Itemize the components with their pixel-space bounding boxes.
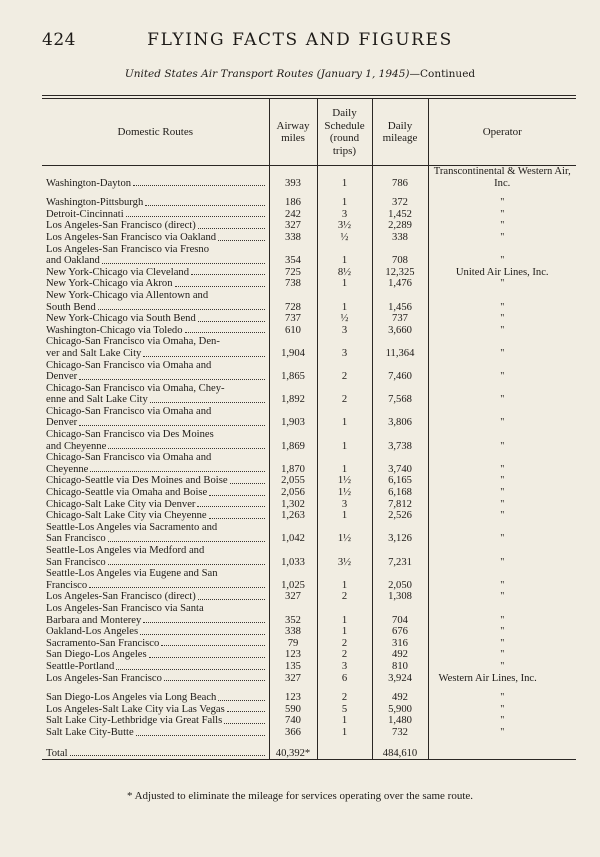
daily-schedule: 3 <box>317 325 372 337</box>
daily-schedule: 3 <box>317 499 372 511</box>
operator: " <box>428 603 576 626</box>
table-row <box>42 638 576 650</box>
daily-mileage: 3,660 <box>372 325 428 337</box>
route-cell <box>42 360 269 383</box>
daily-schedule: 1 <box>317 727 372 739</box>
route-name: Washington-Dayton <box>46 177 132 189</box>
route-name: New York-Chicago via Allentown and <box>46 289 209 301</box>
daily-schedule: 1 <box>317 626 372 638</box>
operator: " <box>428 568 576 591</box>
table-row <box>42 209 576 221</box>
route-cell <box>42 267 269 279</box>
route-name: San Francisco <box>46 556 106 568</box>
total-schedule <box>317 739 372 760</box>
daily-mileage: 2,289 <box>372 220 428 232</box>
daily-mileage: 704 <box>372 603 428 626</box>
route-cell <box>42 692 269 704</box>
table-row <box>42 313 576 325</box>
table-row <box>42 649 576 661</box>
route-name: Los Angeles-San Francisco via Fresno <box>46 243 209 255</box>
operator: " <box>428 638 576 650</box>
operator: Western Air Lines, Inc. <box>428 673 576 685</box>
airway-miles: 1,865 <box>269 360 317 383</box>
route-name: Francisco <box>46 579 88 591</box>
table-row <box>42 727 576 739</box>
table-row <box>42 406 576 429</box>
airway-miles: 1,904 <box>269 336 317 359</box>
route-name: Chicago-San Francisco via Des Moines <box>46 429 214 441</box>
daily-schedule: 2 <box>317 638 372 650</box>
route-name: Chicago-Seattle via Omaha and Boise <box>46 487 208 499</box>
table-row <box>42 715 576 727</box>
daily-mileage: 492 <box>372 649 428 661</box>
operator: " <box>428 591 576 603</box>
route-name: Chicago-San Francisco via Omaha and <box>46 405 212 417</box>
route-cell <box>42 290 269 313</box>
airway-miles: 327 <box>269 591 317 603</box>
airway-miles: 352 <box>269 603 317 626</box>
daily-mileage: 810 <box>372 661 428 673</box>
operator: " <box>428 278 576 290</box>
route-cell <box>42 545 269 568</box>
route-name: enne and Salt Lake City <box>46 394 148 406</box>
daily-mileage: 338 <box>372 232 428 244</box>
daily-mileage: 786 <box>372 166 428 190</box>
daily-mileage: 7,460 <box>372 360 428 383</box>
table-row <box>42 510 576 522</box>
total-label-cell <box>42 739 269 760</box>
route-cell <box>42 232 269 244</box>
table-row <box>42 429 576 452</box>
daily-mileage: 2,526 <box>372 510 428 522</box>
route-cell <box>42 487 269 499</box>
route-cell <box>42 638 269 650</box>
operator: " <box>428 232 576 244</box>
header-operator: Operator <box>428 99 576 166</box>
route-cell <box>42 499 269 511</box>
daily-mileage: 3,924 <box>372 673 428 685</box>
daily-mileage: 1,476 <box>372 278 428 290</box>
operator: " <box>428 383 576 406</box>
airway-miles: 737 <box>269 313 317 325</box>
route-name: Los Angeles-San Francisco (direct) <box>46 591 196 603</box>
daily-mileage: 5,900 <box>372 704 428 716</box>
table-row <box>42 452 576 475</box>
daily-mileage: 11,364 <box>372 336 428 359</box>
routes-table <box>42 99 576 760</box>
operator: " <box>428 325 576 337</box>
operator: " <box>428 487 576 499</box>
airway-miles: 1,903 <box>269 406 317 429</box>
table-row <box>42 232 576 244</box>
airway-miles: 242 <box>269 209 317 221</box>
daily-schedule: 6 <box>317 673 372 685</box>
route-name: Chicago-San Francisco via Omaha and <box>46 359 212 371</box>
daily-schedule: 3½ <box>317 220 372 232</box>
daily-mileage: 3,740 <box>372 452 428 475</box>
daily-mileage: 3,126 <box>372 522 428 545</box>
airway-miles: 327 <box>269 673 317 685</box>
operator: " <box>428 209 576 221</box>
operator: " <box>428 649 576 661</box>
route-cell <box>42 406 269 429</box>
route-name: and Oakland <box>46 255 100 267</box>
operator: " <box>428 510 576 522</box>
daily-mileage: 3,806 <box>372 406 428 429</box>
total-airway-miles: 40,392* <box>269 739 317 760</box>
operator: " <box>428 406 576 429</box>
daily-schedule: 1½ <box>317 487 372 499</box>
daily-mileage: 2,050 <box>372 568 428 591</box>
daily-schedule: ½ <box>317 232 372 244</box>
daily-schedule: 1 <box>317 406 372 429</box>
airway-miles: 590 <box>269 704 317 716</box>
footnote: * Adjusted to eliminate the mileage for services operating over the same route. <box>126 790 474 802</box>
airway-miles: 1,870 <box>269 452 317 475</box>
daily-schedule: 1 <box>317 510 372 522</box>
airway-miles: 725 <box>269 267 317 279</box>
route-name: Chicago-Salt Lake City via Denver <box>46 498 196 510</box>
row-spacer <box>42 684 576 692</box>
operator: " <box>428 429 576 452</box>
caption-title: United States Air Transport Routes (January 1, 1945) <box>124 68 410 80</box>
route-cell <box>42 510 269 522</box>
airway-miles: 728 <box>269 290 317 313</box>
daily-schedule: 2 <box>317 383 372 406</box>
route-cell <box>42 475 269 487</box>
route-name: Chicago-San Francisco via Omaha, Den- <box>46 336 220 348</box>
route-name: Chicago-San Francisco via Omaha, Chey- <box>46 382 225 394</box>
route-name: Seattle-Los Angeles via Eugene and San <box>46 568 218 580</box>
daily-schedule: 2 <box>317 360 372 383</box>
route-cell <box>42 452 269 475</box>
table-row <box>42 290 576 313</box>
route-name: Chicago-Salt Lake City via Cheyenne <box>46 510 207 522</box>
airway-miles: 2,056 <box>269 487 317 499</box>
table-row <box>42 673 576 685</box>
airway-miles: 1,042 <box>269 522 317 545</box>
route-name: Salt Lake City-Lethbridge via Great Falls <box>46 715 223 727</box>
route-cell <box>42 313 269 325</box>
daily-mileage: 7,568 <box>372 383 428 406</box>
airway-miles: 393 <box>269 166 317 190</box>
page-number: 424 <box>42 30 76 50</box>
operator: " <box>428 197 576 209</box>
route-cell <box>42 209 269 221</box>
daily-schedule: 1 <box>317 244 372 267</box>
route-cell <box>42 197 269 209</box>
operator: " <box>428 522 576 545</box>
table-row <box>42 220 576 232</box>
daily-mileage: 676 <box>372 626 428 638</box>
daily-schedule: 1 <box>317 429 372 452</box>
route-cell <box>42 727 269 739</box>
route-cell <box>42 661 269 673</box>
route-name: Seattle-Portland <box>46 660 115 672</box>
airway-miles: 610 <box>269 325 317 337</box>
airway-miles: 123 <box>269 692 317 704</box>
operator: " <box>428 704 576 716</box>
total-operator <box>428 739 576 760</box>
operator: " <box>428 715 576 727</box>
daily-mileage: 372 <box>372 197 428 209</box>
header-domestic-routes: Domestic Routes <box>42 99 269 166</box>
airway-miles: 2,055 <box>269 475 317 487</box>
airway-miles: 1,302 <box>269 499 317 511</box>
caption-continued: —Continued <box>409 68 476 80</box>
daily-mileage: 7,812 <box>372 499 428 511</box>
operator: " <box>428 360 576 383</box>
row-spacer <box>42 189 576 197</box>
table-row <box>42 166 576 190</box>
daily-schedule: 3 <box>317 209 372 221</box>
airway-miles: 135 <box>269 661 317 673</box>
daily-schedule: 1 <box>317 568 372 591</box>
daily-mileage: 492 <box>372 692 428 704</box>
table-row <box>42 704 576 716</box>
route-name: Los Angeles-San Francisco via Santa <box>46 602 204 614</box>
daily-schedule: 2 <box>317 649 372 661</box>
operator: " <box>428 244 576 267</box>
route-name: San Diego-Los Angeles <box>46 649 147 661</box>
daily-schedule: 1 <box>317 197 372 209</box>
table-row <box>42 278 576 290</box>
route-cell <box>42 568 269 591</box>
route-cell <box>42 649 269 661</box>
route-name: Barbara and Monterey <box>46 614 142 626</box>
daily-schedule: 3 <box>317 661 372 673</box>
daily-mileage: 12,325 <box>372 267 428 279</box>
airway-miles: 738 <box>269 278 317 290</box>
operator: Transcontinental & Western Air, Inc. <box>428 166 576 190</box>
top-rule-outer <box>42 95 576 96</box>
daily-mileage: 1,480 <box>372 715 428 727</box>
airway-miles: 338 <box>269 232 317 244</box>
airway-miles: 327 <box>269 220 317 232</box>
route-cell <box>42 278 269 290</box>
table-row <box>42 545 576 568</box>
daily-mileage: 3,738 <box>372 429 428 452</box>
route-name: Denver <box>46 371 78 383</box>
table-row <box>42 267 576 279</box>
route-name: New York-Chicago via South Bend <box>46 313 196 325</box>
daily-schedule: 2 <box>317 591 372 603</box>
route-cell <box>42 715 269 727</box>
daily-schedule: 8½ <box>317 267 372 279</box>
route-name: and Cheyenne <box>46 440 107 452</box>
table-row <box>42 568 576 591</box>
route-name: Washington-Chicago via Toledo <box>46 324 183 336</box>
route-cell <box>42 220 269 232</box>
route-name: South Bend <box>46 301 96 313</box>
daily-mileage: 737 <box>372 313 428 325</box>
daily-schedule: ½ <box>317 313 372 325</box>
route-name: Salt Lake City-Butte <box>46 726 134 738</box>
route-cell <box>42 325 269 337</box>
airway-miles: 123 <box>269 649 317 661</box>
operator: " <box>428 336 576 359</box>
route-name: Cheyenne <box>46 463 89 475</box>
table-row <box>42 360 576 383</box>
table-row <box>42 692 576 704</box>
route-cell <box>42 522 269 545</box>
route-name: Seattle-Los Angeles via Medford and <box>46 545 205 556</box>
daily-mileage: 7,231 <box>372 545 428 568</box>
header-airway-miles: Airway miles <box>269 99 317 166</box>
header-daily-schedule: Daily Schedule (round trips) <box>317 99 372 166</box>
daily-mileage: 316 <box>372 638 428 650</box>
table-row <box>42 197 576 209</box>
operator: " <box>428 499 576 511</box>
daily-schedule: 3½ <box>317 545 372 568</box>
route-name: Los Angeles-San Francisco <box>46 672 162 684</box>
table-row <box>42 336 576 359</box>
airway-miles: 186 <box>269 197 317 209</box>
table-row <box>42 522 576 545</box>
table-row <box>42 487 576 499</box>
airway-miles: 1,869 <box>269 429 317 452</box>
route-name: Chicago-Seattle via Des Moines and Boise <box>46 475 228 487</box>
table-row <box>42 591 576 603</box>
route-name: Sacramento-San Francisco <box>46 637 160 649</box>
table-row <box>42 383 576 406</box>
table-row <box>42 475 576 487</box>
table-row <box>42 244 576 267</box>
table-row <box>42 626 576 638</box>
daily-mileage: 1,308 <box>372 591 428 603</box>
operator: " <box>428 452 576 475</box>
airway-miles: 354 <box>269 244 317 267</box>
route-name: Los Angeles-San Francisco via Oakland <box>46 231 217 243</box>
airway-miles: 740 <box>269 715 317 727</box>
daily-mileage: 6,165 <box>372 475 428 487</box>
route-cell <box>42 591 269 603</box>
daily-schedule: 1 <box>317 452 372 475</box>
route-cell <box>42 603 269 626</box>
route-name: Chicago-San Francisco via Omaha and <box>46 452 212 464</box>
route-name: Detroit-Cincinnati <box>46 208 124 220</box>
table-row <box>42 603 576 626</box>
operator: " <box>428 626 576 638</box>
header-daily-mileage: Daily mileage <box>372 99 428 166</box>
route-name: ver and Salt Lake City <box>46 347 142 359</box>
daily-schedule: 1 <box>317 715 372 727</box>
route-name: New York-Chicago via Cleveland <box>46 266 189 278</box>
route-cell <box>42 673 269 685</box>
operator: United Air Lines, Inc. <box>428 267 576 279</box>
running-title: FLYING FACTS AND FIGURES <box>147 30 453 50</box>
total-label: Total <box>46 747 68 759</box>
airway-miles: 366 <box>269 727 317 739</box>
route-cell <box>42 383 269 406</box>
route-name: Seattle-Los Angeles via Sacramento and <box>46 521 218 533</box>
airway-miles: 1,033 <box>269 545 317 568</box>
operator: " <box>428 661 576 673</box>
operator: " <box>428 290 576 313</box>
route-cell <box>42 704 269 716</box>
route-cell <box>42 166 269 190</box>
table-caption <box>0 68 600 80</box>
route-name: Los Angeles-Salt Lake City via Las Vegas <box>46 703 225 715</box>
daily-schedule: 5 <box>317 704 372 716</box>
route-name: Los Angeles-San Francisco (direct) <box>46 220 196 232</box>
daily-schedule: 3 <box>317 336 372 359</box>
operator: " <box>428 220 576 232</box>
total-row <box>42 739 576 760</box>
table-body <box>42 166 576 739</box>
daily-schedule: 2 <box>317 692 372 704</box>
daily-mileage: 732 <box>372 727 428 739</box>
total-daily-mileage: 484,610 <box>372 739 428 760</box>
table-row <box>42 325 576 337</box>
daily-schedule: 1 <box>317 603 372 626</box>
daily-mileage: 1,452 <box>372 209 428 221</box>
header-row <box>42 99 576 166</box>
route-cell <box>42 244 269 267</box>
airway-miles: 1,892 <box>269 383 317 406</box>
airway-miles: 338 <box>269 626 317 638</box>
airway-miles: 79 <box>269 638 317 650</box>
daily-mileage: 6,168 <box>372 487 428 499</box>
operator: " <box>428 313 576 325</box>
operator: " <box>428 475 576 487</box>
route-cell <box>42 626 269 638</box>
operator: " <box>428 692 576 704</box>
daily-schedule: 1 <box>317 166 372 190</box>
route-name: San Diego-Los Angeles via Long Beach <box>46 692 217 704</box>
daily-schedule: 1½ <box>317 475 372 487</box>
operator: " <box>428 727 576 739</box>
daily-schedule: 1 <box>317 290 372 313</box>
route-cell <box>42 336 269 359</box>
daily-mileage: 708 <box>372 244 428 267</box>
daily-schedule: 1½ <box>317 522 372 545</box>
route-cell <box>42 429 269 452</box>
route-name: New York-Chicago via Akron <box>46 278 173 290</box>
operator: " <box>428 545 576 568</box>
airway-miles: 1,025 <box>269 568 317 591</box>
table-row <box>42 499 576 511</box>
route-name: Washington-Pittsburgh <box>46 197 144 209</box>
route-name: Denver <box>46 417 78 429</box>
route-name: Oakland-Los Angeles <box>46 626 139 638</box>
daily-schedule: 1 <box>317 278 372 290</box>
table-row <box>42 661 576 673</box>
daily-mileage: 1,456 <box>372 290 428 313</box>
route-name: San Francisco <box>46 533 106 545</box>
airway-miles: 1,263 <box>269 510 317 522</box>
